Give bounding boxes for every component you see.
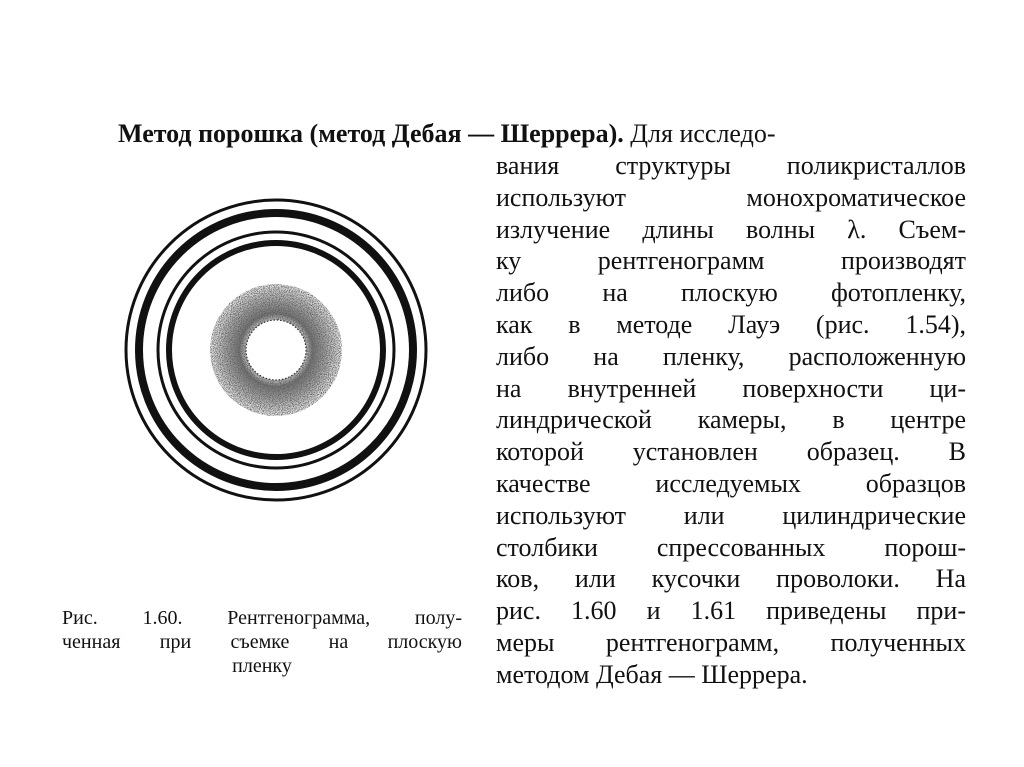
caption-line: Рис. 1.60. Рентгенограмма, полу-: [62, 607, 462, 629]
body-line: используют монохроматическое: [496, 182, 966, 212]
section-title: Метод порошка (метод Дебая — Шеррера).: [118, 119, 624, 148]
caption-line: ченная при съемке на плоскую: [62, 631, 462, 653]
body-line: меры рентгенограмм, полученных: [496, 627, 966, 657]
body-line: ку рентгенограмм производят: [496, 246, 966, 276]
heading-line: [118, 118, 968, 150]
body-line: излучение длины волны λ. Съем-: [496, 214, 966, 244]
body-line: ков, или кусочки проволоки. На: [496, 564, 966, 594]
body-line: либо на пленку, расположенную: [496, 341, 966, 371]
caption-line: пленку: [232, 655, 292, 677]
figure-caption: [62, 606, 462, 678]
heading-text: Для исследо-: [630, 119, 776, 148]
body-text: [496, 150, 966, 691]
diffuse-halo: [210, 284, 342, 416]
diffraction-rings-figure: [106, 180, 446, 520]
debye-scherrer-diagram: [106, 180, 446, 520]
body-line: как в методе Лауэ (рис. 1.54),: [496, 309, 966, 339]
body-line: столбики спрессованных порош-: [496, 532, 966, 562]
body-line: качестве исследуемых образцов: [496, 468, 966, 498]
body-line: вания структуры поликристаллов: [496, 151, 966, 180]
body-line: которой установлен образец. В: [496, 437, 966, 467]
body-line: методом Дебая — Шеррера.: [496, 659, 808, 689]
body-line: на внутренней поверхности ци-: [496, 373, 966, 403]
body-line: линдрической камеры, в центре: [496, 405, 966, 435]
body-line: либо на плоскую фотопленку,: [496, 278, 966, 308]
body-line: рис. 1.60 и 1.61 приведены при-: [496, 596, 966, 626]
body-line: используют или цилиндрические: [496, 500, 966, 530]
